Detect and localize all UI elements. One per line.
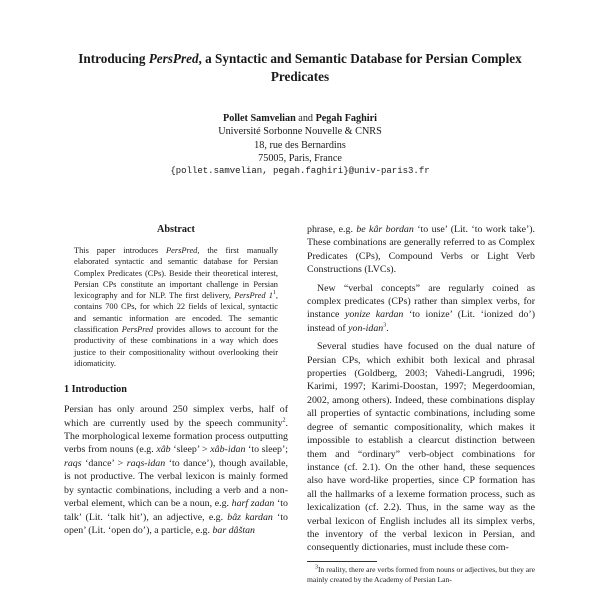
author-2: Pegah Faghiri [315, 113, 377, 124]
paragraph: Several studies have focused on the dual nature of Persian CPs, which exhibit both lexical and phrasal properties (Goldberg, 2003; Vahedi-Langrudi, 1996; Karimi, 1997; Karimi-Doostan, 1997; Megerdoomian, 2002, among others). Indeed, these combinations display all properties of syntactic combinations, including some degree of semantic compositionality, which makes it impossible to establish a clearcut distinction between them and “ordinary” verb-object combinations for instance (cf. 2.1). On the other hand, these sequences also have word-like properties, since CP formation has all the hallmarks of a lexeme formation process, such as lexicalization (cf. 2.2). Thus, in the same way as the verbal lexicon of English includes all its simplex verbs, the inventory of the verbal lexicon in Persian, and consequently dictionaries, must include these com- [307, 341, 535, 554]
paper-title: Introducing PersPred, a Syntactic and Semantic Database for Persian Complex Predicates [78, 51, 522, 84]
affiliation: Université Sorbonne Nouvelle & CNRS [218, 126, 382, 138]
author-block [100, 112, 500, 178]
abstract-heading: Abstract [157, 224, 195, 235]
abstract-text: This paper introduces PersPred, the first manually elaborated syntactic and semantic database for Persian Complex Predicates (CPs). Beside their theoretical interest, Persian CPs constitute an important challenge in Persian lexicography and for NLP. The first delivery, PersPred $1^1$, contains 700 CPs, for which 22 fields of lexical, syntactic and semantic information are encoded. The semantic classification PersPred provides allows to account for the productivity of these combinations in a way which does justice to their compositionality without overlooking their idiomaticity. [74, 246, 279, 368]
section-heading-introduction: 1 Introduction [64, 384, 127, 396]
footnote: $^3$In reality, there are verbs formed from nouns or adjectives, but they are mainly created by the Academy of Persian Lan- [307, 564, 535, 584]
paragraph: phrase, e.g. be kâr bordan ‘to use’ (Lit. ‘to work take’). These combinations are generally referred to as Complex Predicates (CPs), Compound Verbs or Light Verb Constructions (LVCs). [307, 224, 535, 276]
paragraph: Persian has only around 250 simplex verbs, half of which are currently used by the speech community$^2$. The morphological lexeme formation process outputting verbs from nouns (e.g. xâb ‘sleep’ > xâb-idan ‘to sleep’; raqs ‘dance’ > raqs-idan ‘to dance’), though available, is not productive. The verbal lexicon is mainly formed by syntactic combinations, including a verb and a non-verbal element, which can be a noun, e.g. harf zadan ‘to talk’ (Lit. ‘talk hit’), an adjective, e.g. bâz kardan ‘to open’ (Lit. ‘open do’), a particle, e.g. bar dâštan [64, 404, 289, 536]
city-address: 75005, Paris, France [258, 152, 342, 164]
author-1: Pollet Samvelian [223, 113, 296, 124]
right-column [307, 223, 535, 585]
introduction-text [64, 403, 288, 537]
right-column-text [307, 223, 535, 555]
paragraph: New “verbal concepts” are regularly coined as complex predicates (CPs) rather than simplex verbs, for instance yonize kardan ‘to ionize’ (Lit. ‘ionized do’) instead of yon-idan$^3$. [307, 282, 535, 334]
author-email: {pollet.samvelian, pegah.faghiri}@univ-paris3.fr [170, 166, 430, 177]
left-column [64, 224, 288, 542]
footnote-divider [307, 561, 377, 562]
author-names: Pollet Samvelian and Pegah Faghiri [223, 113, 377, 124]
street-address: 18, rue des Bernardins [254, 139, 346, 151]
